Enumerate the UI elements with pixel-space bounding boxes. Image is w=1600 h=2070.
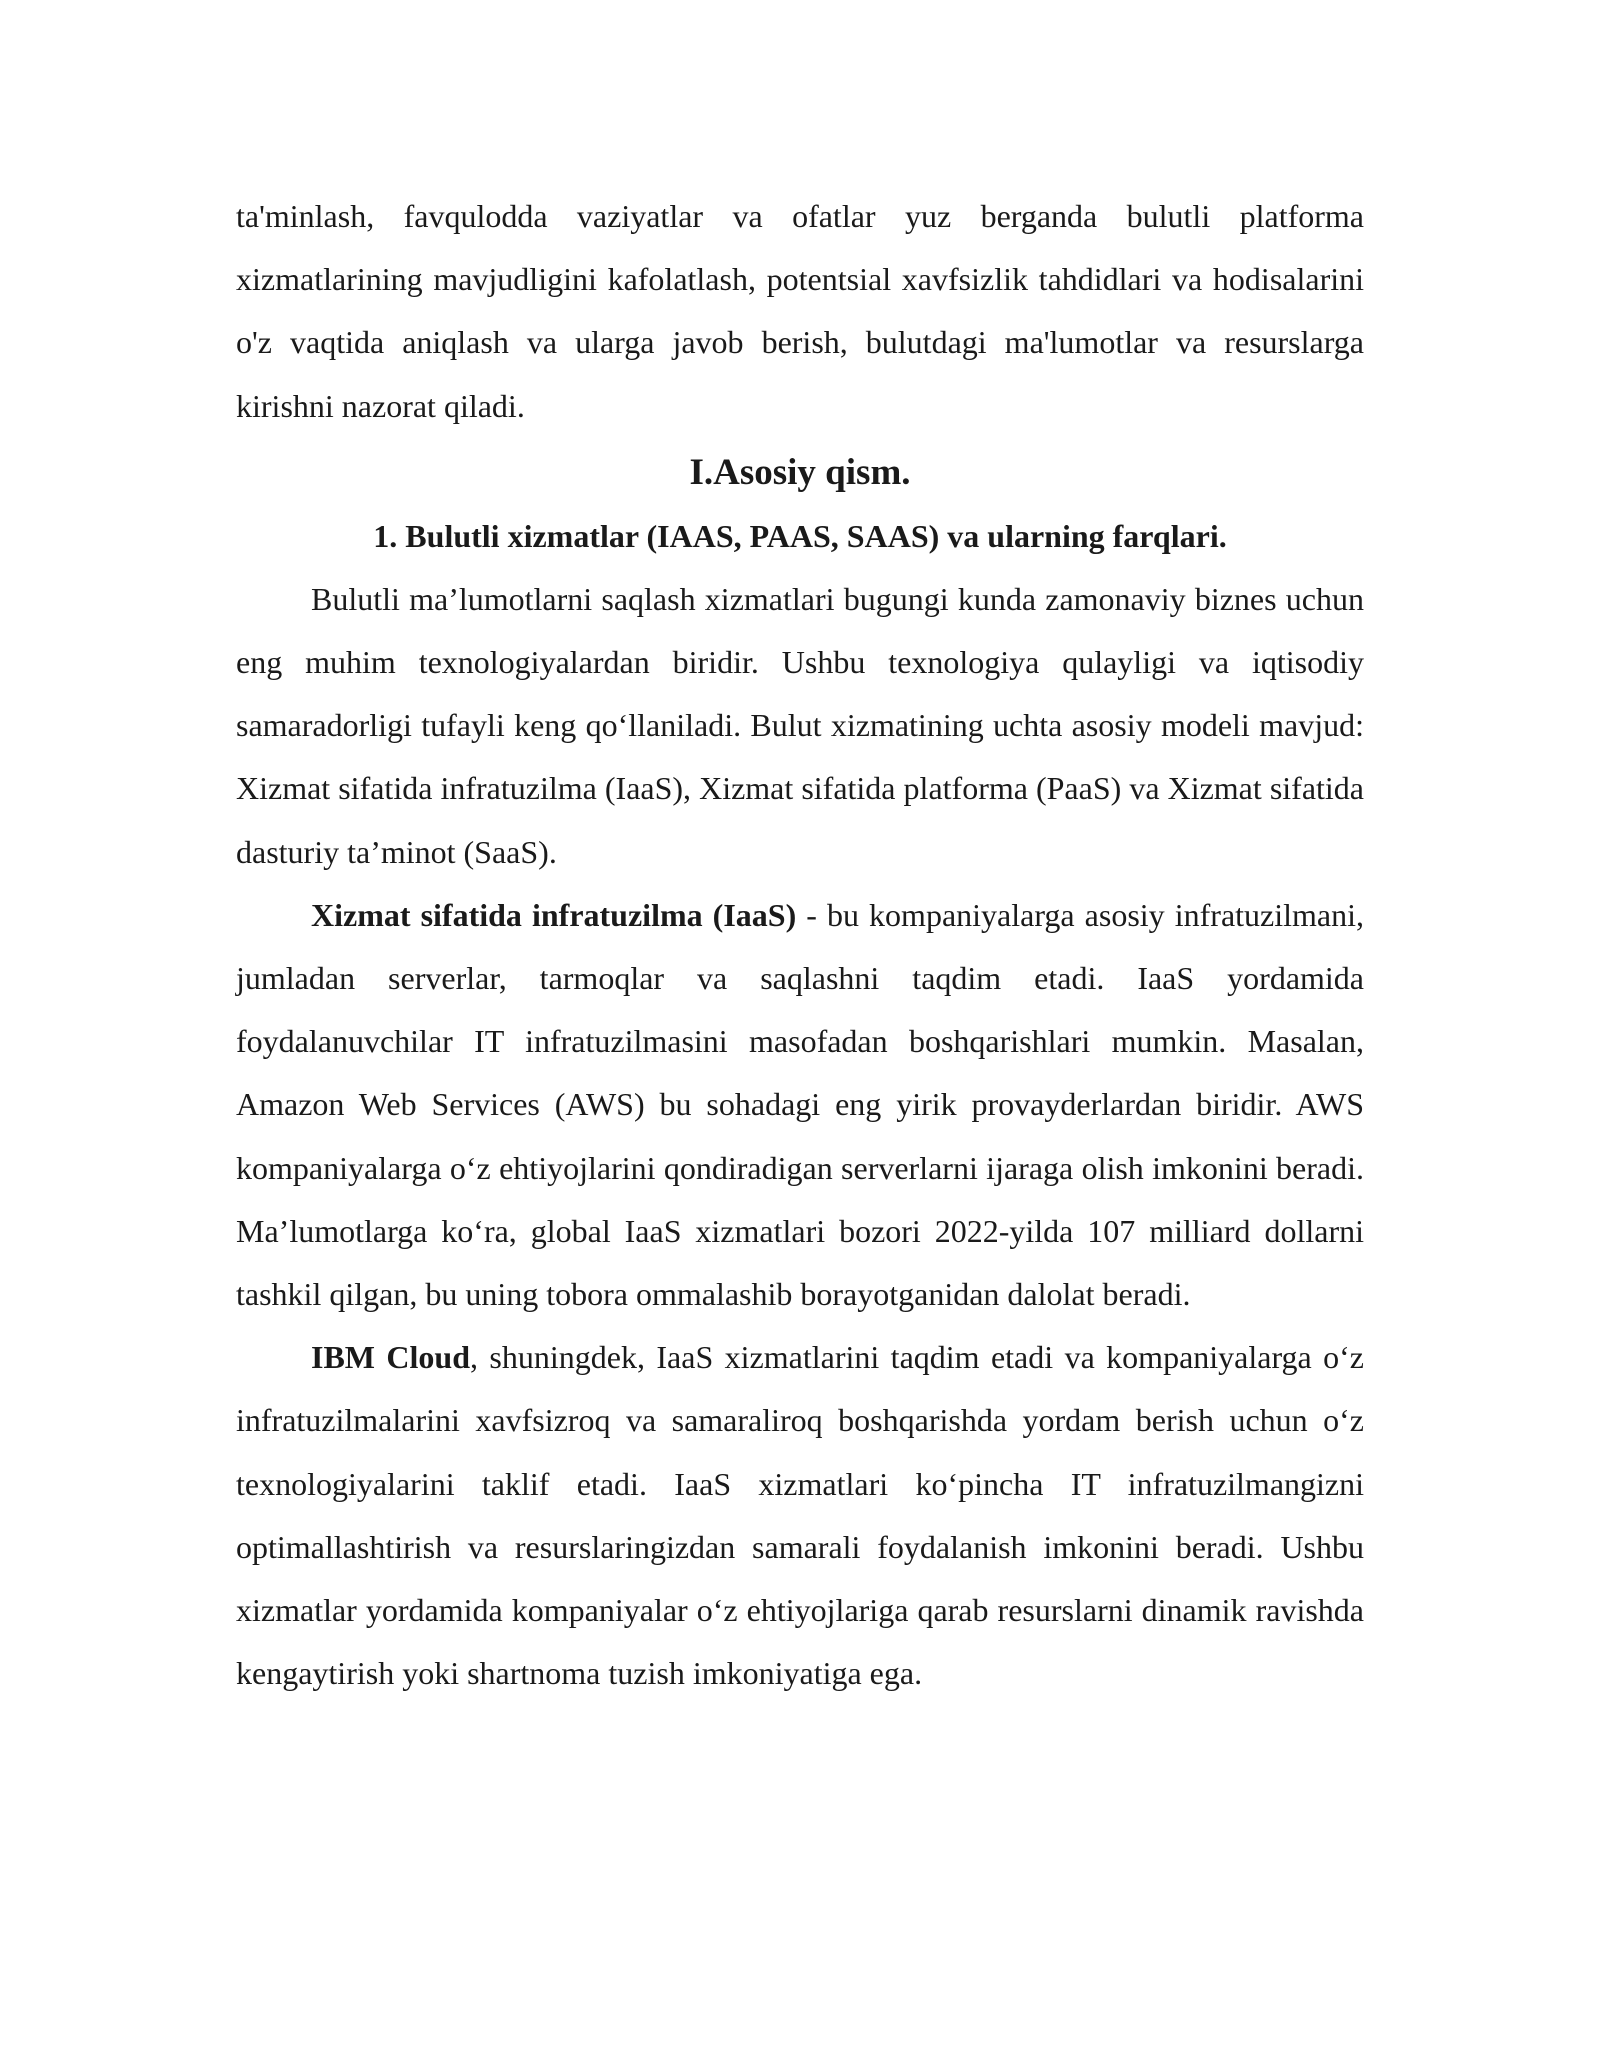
paragraph-iaas: [236, 884, 1364, 1326]
section-title: I.Asosiy qism.: [689, 451, 911, 493]
ibm-cloud-description: , shuningdek, IaaS xizmatlarini taqdim etadi va kompaniyalarga o‘z infratuzilmalarini xavfsizroq va samaraliroq boshqarishda yordam berish uchun o‘z texnologiyalarini taklif etadi. IaaS xizmatlari ko‘pincha IT infratuzilmangizni optimallashtirish va resurslaringizdan samarali foydalanish imkonini beradi. Ushbu xizmatlar yordamida kompaniyalar o‘z ehtiyojlariga qarab resurslarni dinamik ravishda kengaytirish yoki shartnoma tuzish imkoniyatiga ega.: [236, 1339, 1365, 1692]
ibm-cloud-term: IBM Cloud: [311, 1339, 471, 1376]
paragraph-ibm-cloud: [236, 1326, 1364, 1705]
paragraph-cloud-storage: Bulutli ma’lumotlarni saqlash xizmatlari bugungi kunda zamonaviy biznes uchun eng muhim texnologiyalardan biridir. Ushbu texnologiya qulayligi va iqtisodiy samaradorligi tufayli keng qo‘llaniladi. Bulut xizmatining uchta asosiy modeli mavjud: Xizmat sifatida infratuzilma (IaaS), Xizmat sifatida platforma (PaaS) va Xizmat sifatida dasturiy ta’minot (SaaS).: [236, 580, 1364, 870]
document-page: [236, 185, 1364, 1705]
intro-paragraph: ta'minlash, favqulodda vaziyatlar va ofatlar yuz berganda bulutli platforma xizmatlarining mavjudligini kafolatlash, potentsial xavfsizlik tahdidlari va hodisalarini o'z vaqtida aniqlash va ularga javob berish, bulutdagi ma'lumotlar va resurslarga kirishni nazorat qiladi.: [236, 198, 1364, 424]
subsection-title: 1. Bulutli xizmatlar (IAAS, PAAS, SAAS) va ularning farqlari.: [373, 517, 1227, 554]
iaas-term: Xizmat sifatida infratuzilma (IaaS): [311, 896, 797, 933]
iaas-description: - bu kompaniyalarga asosiy infratuzilmani, jumladan serverlar, tarmoqlar va saqlashni taqdim etadi. IaaS yordamida foydalanuvchilar IT infratuzilmasini masofadan boshqarishlari mumkin. Masalan, Amazon Web Services (AWS) bu sohadagi eng yirik provayderlardan biridir. AWS kompaniyalarga o‘z ehtiyojlarini qondiradigan serverlarni ijaraga olish imkonini beradi. Ma’lumotlarga ko‘ra, global IaaS xizmatlari bozori 2022-yilda 107 milliard dollarni tashkil qilgan, bu uning tobora ommalashib borayotganidan dalolat beradi.: [236, 896, 1365, 1313]
